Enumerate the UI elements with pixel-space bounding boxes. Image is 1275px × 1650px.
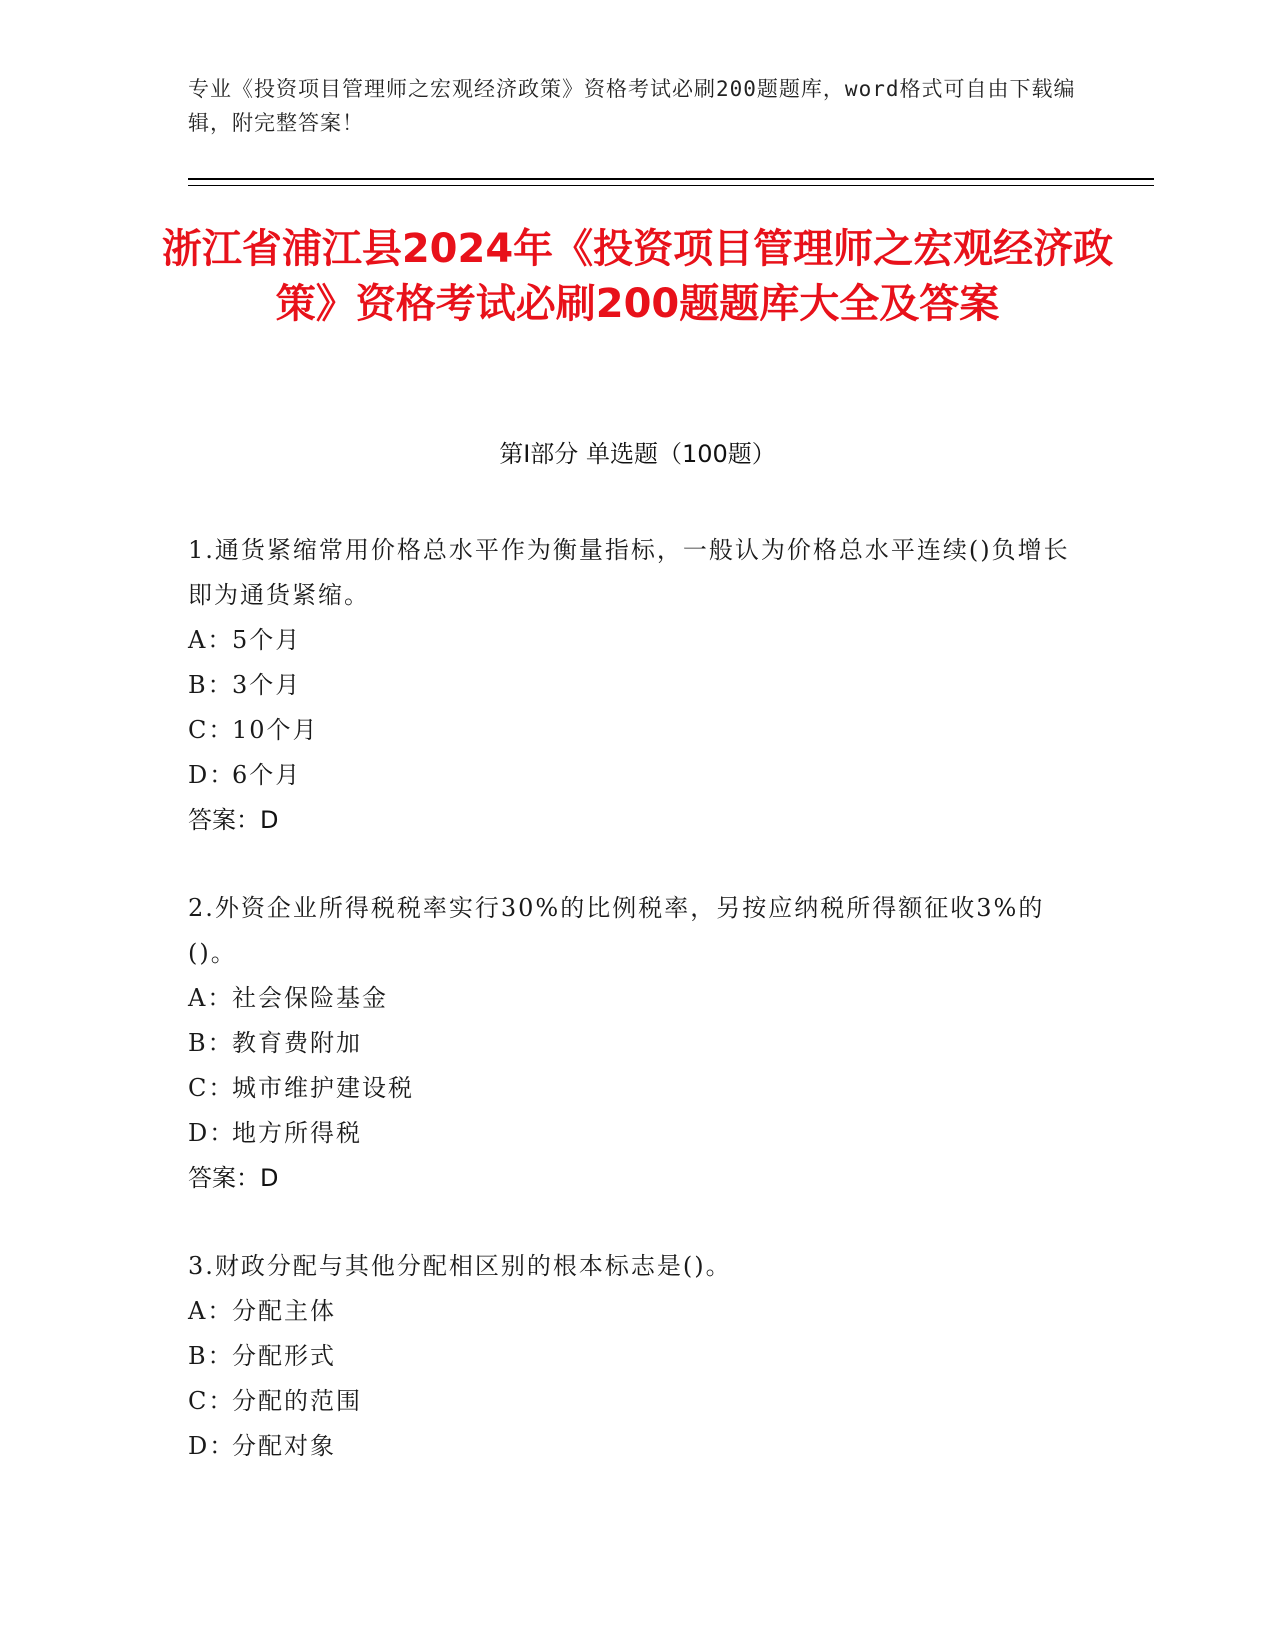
option-text: 10个月 (232, 716, 319, 744)
option-text: 分配主体 (232, 1297, 336, 1325)
option-a (188, 976, 1088, 1021)
option-key: D： (188, 1432, 236, 1460)
option-text: 分配形式 (232, 1342, 336, 1370)
option-key: D： (188, 761, 236, 789)
option-d (188, 1424, 1088, 1469)
option-text: 社会保险基金 (232, 984, 388, 1012)
option-text: 3个月 (232, 671, 302, 699)
answer-line: 答案：D (188, 1164, 279, 1192)
question-stem: 2.外资企业所得税税率实行30%的比例税率，另按应纳税所得额征收3%的()。 (188, 894, 1045, 967)
option-text: 地方所得税 (232, 1119, 362, 1147)
section-title: 第Ⅰ部分 单选题（100题） (499, 440, 776, 468)
option-key: B： (188, 671, 234, 699)
option-a (188, 1289, 1088, 1334)
option-key: C： (188, 716, 235, 744)
question-stem: 3.财政分配与其他分配相区别的根本标志是()。 (188, 1252, 732, 1280)
header-rule-thick (188, 178, 1154, 180)
question-1 (188, 528, 1088, 843)
option-key: A： (188, 1297, 234, 1325)
answer-line: 答案：D (188, 806, 279, 834)
option-key: B： (188, 1342, 234, 1370)
option-text: 分配的范围 (232, 1387, 362, 1415)
option-b (188, 1021, 1088, 1066)
option-key: D： (188, 1119, 236, 1147)
option-key: C： (188, 1387, 235, 1415)
question-2 (188, 886, 1088, 1201)
question-list (188, 528, 1088, 1469)
document-title: 浙江省浦江县2024年《投资项目管理师之宏观经济政策》资格考试必刷200题题库大全及答案 (161, 226, 1114, 327)
option-c (188, 1066, 1088, 1111)
option-c (188, 1379, 1088, 1424)
option-key: A： (188, 626, 234, 654)
option-text: 教育费附加 (232, 1029, 362, 1057)
option-key: C： (188, 1074, 235, 1102)
option-a (188, 618, 1088, 663)
option-d (188, 1111, 1088, 1156)
option-b (188, 663, 1088, 708)
option-key: A： (188, 984, 234, 1012)
option-text: 6个月 (232, 761, 302, 789)
option-text: 城市维护建设税 (232, 1074, 414, 1102)
option-c (188, 708, 1088, 753)
option-key: B： (188, 1029, 234, 1057)
question-3 (188, 1244, 1088, 1469)
option-d (188, 753, 1088, 798)
intro-text: 专业《投资项目管理师之宏观经济政策》资格考试必刷200题题库，word格式可自由下载编辑，附完整答案！ (188, 77, 1076, 135)
option-text: 5个月 (232, 626, 302, 654)
question-stem: 1.通货紧缩常用价格总水平作为衡量指标，一般认为价格总水平连续()负增长即为通货紧缩。 (188, 536, 1070, 609)
header-rule-thin (188, 185, 1154, 186)
option-text: 分配对象 (232, 1432, 336, 1460)
option-b (188, 1334, 1088, 1379)
